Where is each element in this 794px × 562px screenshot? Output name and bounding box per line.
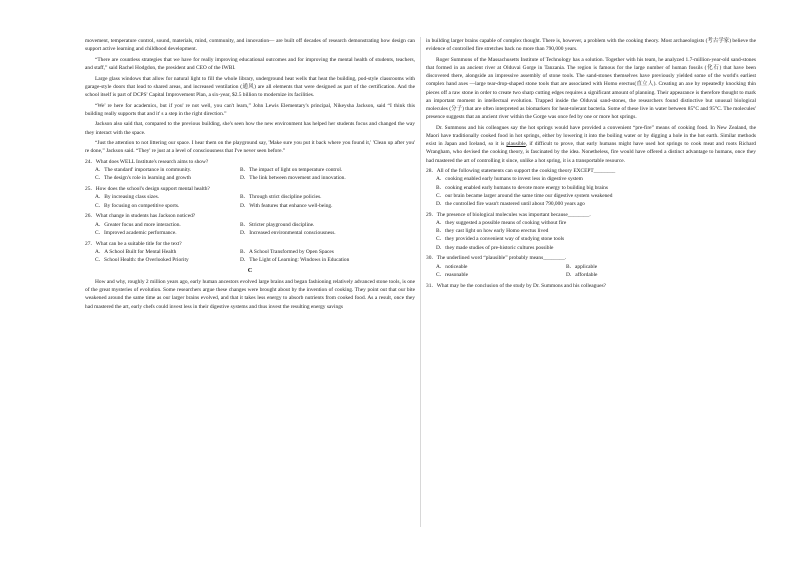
option-b[interactable]: B．cooking enabled early humans to devote more energy to building big brains (436, 184, 608, 191)
option-a[interactable]: A．Greater focus and more interaction. (95, 221, 181, 228)
option-b[interactable]: B．Through strict discipline policies. (240, 194, 322, 201)
option-b[interactable]: B．applicable (566, 263, 598, 270)
option-b[interactable]: B．they cast light on how early Homo erectus lived (436, 228, 549, 235)
question-stem: 30．The underlined word “plausible” probably means________. (426, 255, 567, 262)
option-c[interactable]: C．reasonable (436, 271, 469, 278)
paragraph: How and why, roughly 2 million years ago, early human ancestors evolved large brains and began fashioning relatively advanced stone tools, is one of the great mysteries of evolution. Some researchers argue these changes were brought about by the invention of cooking. They point out that our bite weakened around the same time as our larger brains evolved, and that it takes less energy to absorb nutrients from cooked food. As a result, once they had mastered the art, early chefs could invest less in their digestive systems and thus invest the resulting energy savings (85, 279, 415, 310)
option-c[interactable]: C．Improved academic performance. (95, 229, 177, 236)
option-c[interactable]: C．School Health: the Overlooked Priority (95, 257, 189, 263)
option-d[interactable]: D．the controlled fire wasn't mastered until about 790,000 years ago (436, 201, 585, 208)
question-29 (426, 211, 756, 252)
question-stem: 24．What does WELL Institute's research aims to show? (85, 158, 209, 165)
section-heading: C (247, 266, 253, 274)
paragraph: “Just the attention to not littering our space. I hear them on the playground say, 'Make sure you put it back where you found it,' 'Clean up after you' re done,” Jackson said. “They' re just at a level of consciousness that I've never seen before.” (85, 140, 415, 155)
option-b[interactable]: B．The impact of light on temperature control. (240, 167, 343, 174)
option-a[interactable]: A．The standard' importance in community. (95, 167, 192, 174)
question-stem: 27．What can be a suitable title for the text? (85, 240, 182, 247)
question-24 (85, 158, 415, 183)
paragraph: “We' re here for academics, but if you' re not well, you can't learn,” John Lewis Elementary's principal, Nikeysha Jackson, said “I think this building really supports that and it' s a step in the right direction.” (85, 102, 415, 117)
question-stem: 26．What change in students has Jackson noticed? (85, 213, 196, 220)
options (95, 221, 415, 237)
paragraph: in building larger brains capable of complex thought. There is, however, a problem with the cooking theory. Most archaeologists (考古学家) believe the evidence of controlled fire stretches back no more than 790,000 years. (426, 38, 756, 53)
question-28 (426, 167, 756, 208)
option-d[interactable]: D．With features that enhance well-being. (240, 202, 333, 209)
option-b[interactable]: B．A School Transformed by Open Spaces (240, 248, 334, 255)
option-a[interactable]: A．they suggested a possible means of cooking without fire (436, 220, 567, 227)
paragraph: Large glass windows that allow for natural light to fill the whole library, underground heat wells that heat the building, pod-style classrooms with garage-style doors that lead to shared areas, and increased ventilation (通风) are all elements that were designed as part of the certification. And the school itself is part of DCPS' Capital Improvement Plan, a six-year, $2.5 billion to modernize its facilities. (85, 75, 415, 98)
paragraph: “There are countless strategies that we have for really improving educational outcomes and for improving the mental health of students, teachers, and staff,” said Rachel Hodgdon, the president and CEO of the IWBI. (85, 56, 415, 71)
question-stem: 28．All of the following statements can support the cooking theory EXCEPT________ (426, 168, 616, 175)
option-c[interactable]: C．they provided a convenient way of studying stone tools (436, 236, 565, 243)
paragraph: movement, temperature control, sound, materials, mind, community, and innovation— are built off decades of research demonstrating how design can support active learning and childhood development. (85, 38, 415, 53)
right-column (426, 37, 756, 292)
underlined-word: plausible (506, 141, 526, 148)
option-d[interactable]: D．Increased environmental consciousness. (240, 229, 336, 236)
paragraph: Roger Summons of the Massachusetts Institute of Technology has a solution. Together with his team, he analyzed 1.7-million-year-old sand-stones that formed in an ancient river at Olduvai Gorge in Tanzania. The region is famous for the large number of human fossils (化石) that have been discovered there, alongside an impressive assembly of stone tools. The sand-stones themselves have previously yielded some of the world's earliest complex hand axes —large tear-drop-shaped stone tools that are associated with Homo erectus(直立人). Creating an axe by repeatedly knocking thin pieces off a raw stone in order to create two sharp cutting edges requires a significant amount of planning. Their appearance is therefore thought to mark an important moment in intellectual evolution. Trapped inside the Olduvai sand-stones, the researchers found distinctive but unusual biological molecules (分子) that are often interpreted as biomarkers for heat-tolerant bacteria. Some of these live in water between 85°C and 95°C. The molecules' presence suggests that an ancient river within the Gorge was once fed by one or more hot springs. (426, 56, 756, 121)
option-c[interactable]: C．By focusing on competitive sports. (95, 202, 180, 209)
question-stem: 25．How does the school's design support mental health? (85, 186, 210, 193)
question-stem: 29．The presence of biological molecules was important because________. (426, 211, 591, 218)
question-26 (85, 212, 415, 237)
left-column (85, 37, 415, 313)
option-d[interactable]: D．they made studies of pre-historic cultures possible (436, 244, 554, 251)
question-31 (426, 282, 756, 290)
option-a[interactable]: A．A School Built for Mental Health (95, 248, 177, 255)
option-d[interactable]: D．The Light of Learning: Windows in Education (240, 257, 350, 263)
option-b[interactable]: B．Stricter playground discipline. (240, 221, 315, 228)
options (436, 219, 756, 252)
option-d[interactable]: D．The link between movement and innovation. (240, 175, 346, 182)
options (436, 175, 756, 208)
question-27 (85, 240, 415, 265)
paragraph: Dr. Summons and his colleagues say the hot springs would have provided a convenient “pre-fire” means of cooking food. In New Zealand, the Maori have traditionally cooked food in hot springs, either by lowering it into the boiling water or by digging a hole in the hot earth. Similar methods exist in Japan and Iceland, so it is plausible, if difficult to prove, that early humans might have used hot springs to cook meat and roots Richard Wrangham, who devised the cooking theory, is fascinated by the idea. Nonetheless, fire would have offered a distinct advantage to humans, once they had mastered the art of controlling it since, unlike a hot spring, it is a transportable resource. (426, 124, 756, 164)
option-a[interactable]: A．cooking enabled early humans to invest less in digestive system (436, 176, 583, 183)
options (95, 248, 415, 264)
column-divider (420, 37, 421, 527)
question-stem: 31．What may be the conclusion of the study by Dr. Summons and his colleagues? (426, 282, 606, 289)
question-30 (426, 254, 756, 279)
options (95, 166, 415, 182)
option-c[interactable]: C．The design's role in learning and growth (95, 175, 191, 182)
option-a[interactable]: A．By increasing class sizes. (95, 194, 160, 201)
question-25 (85, 185, 415, 210)
paragraph: Jackson also said that, compared to the previous building, she's seen how the new environment has helped her students focus and changed the way they interact with the space. (85, 121, 415, 136)
option-c[interactable]: C．our brain became larger around the same time our digestive system weakened (436, 192, 613, 199)
option-d[interactable]: D．affordable (566, 271, 598, 278)
options (436, 263, 756, 279)
option-a[interactable]: A．noticeable (436, 263, 468, 270)
options (95, 193, 415, 209)
